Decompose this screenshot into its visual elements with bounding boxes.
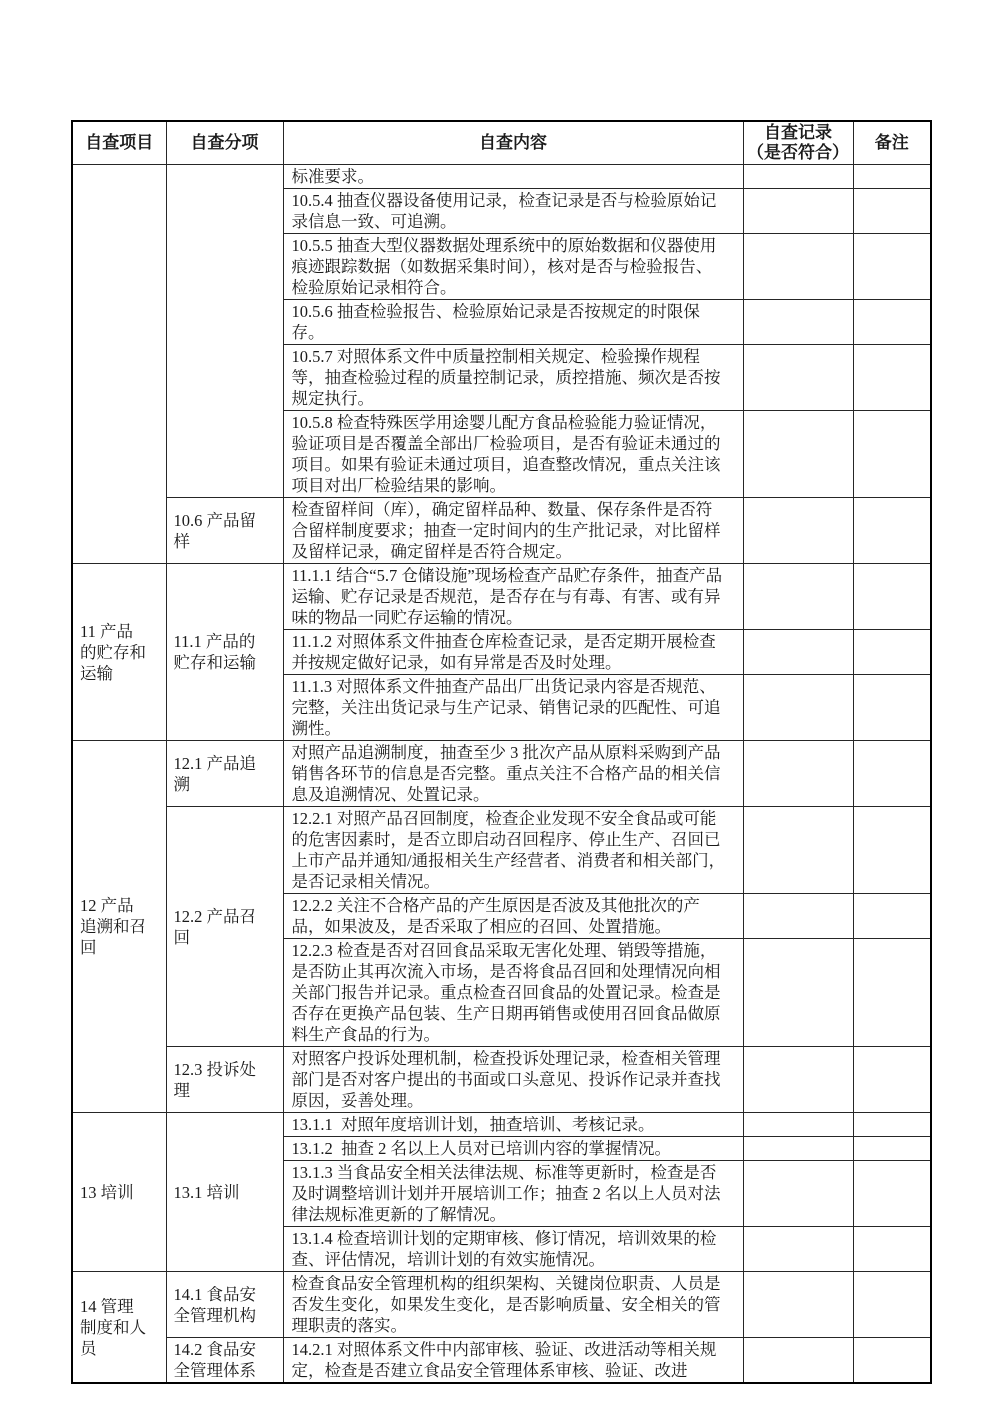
subitem-cell: 12.1 产品追溯 — [166, 741, 283, 807]
table-row — [72, 1338, 931, 1384]
remark-cell — [853, 939, 931, 1047]
item-cell: 13 培训 — [72, 1113, 166, 1272]
content-cell: 10.5.8 检查特殊医学用途婴儿配方食品检验能力验证情况，验证项目是否覆盖全部出厂检验项目，是否有验证未通过的项目。如果有验证未通过项目，追查整改情况，重点关注该项目对出厂检验结果的影响。 — [283, 411, 743, 498]
item-cell: 12 产品追溯和召回 — [72, 741, 166, 1113]
content-cell: 13.1.4 检查培训计划的定期审核、修订情况，培训效果的检查、评估情况，培训计划的有效实施情况。 — [283, 1227, 743, 1272]
content-cell: 12.2.3 检查是否对召回食品采取无害化处理、销毁等措施，是否防止其再次流入市场，是否将食品召回和处理情况向相关部门报告并记录。重点检查召回食品的处置记录。检查是否存在更换产品包装、生产日期再销售或使用召回食品做原料生产食品的行为。 — [283, 939, 743, 1047]
record-cell — [743, 411, 853, 498]
remark-cell — [853, 807, 931, 894]
table-row — [72, 564, 931, 630]
table-row — [72, 498, 931, 564]
record-cell — [743, 1113, 853, 1137]
subitem-cell: 12.3 投诉处理 — [166, 1047, 283, 1113]
remark-cell — [853, 675, 931, 741]
table-row — [72, 1272, 931, 1338]
header-record-line2: （是否符合） — [747, 143, 849, 162]
content-cell: 对照产品追溯制度，抽查至少 3 批次产品从原料采购到产品销售各环节的信息是否完整。重点关注不合格产品的相关信息及追溯情况、处置记录。 — [283, 741, 743, 807]
remark-cell — [853, 1113, 931, 1137]
header-remark: 备注 — [853, 121, 931, 165]
subitem-cell: 12.2 产品召回 — [166, 807, 283, 1047]
remark-cell — [853, 411, 931, 498]
remark-cell — [853, 189, 931, 234]
record-cell — [743, 1338, 853, 1384]
remark-cell — [853, 1272, 931, 1338]
content-cell: 10.5.5 抽查大型仪器数据处理系统中的原始数据和仪器使用痕迹跟踪数据（如数据采集时间），核对是否与检验报告、检验原始记录相符合。 — [283, 234, 743, 300]
remark-cell — [853, 1338, 931, 1384]
record-cell — [743, 1047, 853, 1113]
record-cell — [743, 1161, 853, 1227]
table-row — [72, 1047, 931, 1113]
self-inspection-table — [71, 120, 932, 1384]
content-cell: 检查留样间（库），确定留样品种、数量、保存条件是否符合留样制度要求；抽查一定时间内的生产批记录，对比留样及留样记录，确定留样是否符合规定。 — [283, 498, 743, 564]
record-cell — [743, 807, 853, 894]
content-cell: 11.1.1 结合“5.7 仓储设施”现场检查产品贮存条件，抽查产品运输、贮存记录是否规范，是否存在与有毒、有害、或有异味的物品一同贮存运输的情况。 — [283, 564, 743, 630]
remark-cell — [853, 345, 931, 411]
content-cell: 14.2.1 对照体系文件中内部审核、验证、改进活动等相关规定，检查是否建立食品安全管理体系审核、验证、改进 — [283, 1338, 743, 1384]
content-cell: 10.5.7 对照体系文件中质量控制相关规定、检验操作规程等，抽查检验过程的质量控制记录，质控措施、频次是否按规定执行。 — [283, 345, 743, 411]
record-cell — [743, 894, 853, 939]
header-record-line1: 自查记录 — [764, 123, 832, 142]
header-subitem: 自查分项 — [166, 121, 283, 165]
record-cell — [743, 300, 853, 345]
record-cell — [743, 345, 853, 411]
content-cell: 检查食品安全管理机构的组织架构、关键岗位职责、人员是否发生变化，如果发生变化，是否影响质量、安全相关的管理职责的落实。 — [283, 1272, 743, 1338]
subitem-cell: 14.1 食品安全管理机构 — [166, 1272, 283, 1338]
remark-cell — [853, 741, 931, 807]
remark-cell — [853, 165, 931, 189]
content-cell: 标准要求。 — [283, 165, 743, 189]
header-item: 自查项目 — [72, 121, 166, 165]
content-cell: 12.2.2 关注不合格产品的产生原因是否波及其他批次的产品，如果波及，是否采取了相应的召回、处置措施。 — [283, 894, 743, 939]
remark-cell — [853, 1137, 931, 1161]
item-cell — [72, 165, 166, 564]
record-cell — [743, 189, 853, 234]
record-cell — [743, 165, 853, 189]
subitem-cell: 10.6 产品留样 — [166, 498, 283, 564]
record-cell — [743, 630, 853, 675]
header-row — [72, 121, 931, 165]
content-cell: 13.1.2 抽查 2 名以上人员对已培训内容的掌握情况。 — [283, 1137, 743, 1161]
record-cell — [743, 1137, 853, 1161]
subitem-cell — [166, 165, 283, 498]
remark-cell — [853, 1161, 931, 1227]
remark-cell — [853, 1227, 931, 1272]
table-row — [72, 807, 931, 894]
table-row — [72, 165, 931, 189]
remark-cell — [853, 1047, 931, 1113]
header-content: 自查内容 — [283, 121, 743, 165]
remark-cell — [853, 300, 931, 345]
record-cell — [743, 498, 853, 564]
record-cell — [743, 234, 853, 300]
record-cell — [743, 1227, 853, 1272]
record-cell — [743, 939, 853, 1047]
content-cell: 对照客户投诉处理机制，检查投诉处理记录，检查相关管理部门是否对客户提出的书面或口头意见、投诉作记录并查找原因，妥善处理。 — [283, 1047, 743, 1113]
remark-cell — [853, 564, 931, 630]
content-cell: 11.1.3 对照体系文件抽查产品出厂出货记录内容是否规范、完整，关注出货记录与生产记录、销售记录的匹配性、可追溯性。 — [283, 675, 743, 741]
record-cell — [743, 741, 853, 807]
record-cell — [743, 675, 853, 741]
subitem-cell: 13.1 培训 — [166, 1113, 283, 1272]
item-cell: 11 产品的贮存和运输 — [72, 564, 166, 741]
remark-cell — [853, 498, 931, 564]
record-cell — [743, 564, 853, 630]
content-cell: 10.5.6 抽查检验报告、检验原始记录是否按规定的时限保存。 — [283, 300, 743, 345]
remark-cell — [853, 234, 931, 300]
item-cell: 14 管理制度和人员 — [72, 1272, 166, 1384]
remark-cell — [853, 894, 931, 939]
header-record — [743, 121, 853, 165]
content-cell: 12.2.1 对照产品召回制度，检查企业发现不安全食品或可能的危害因素时，是否立即启动召回程序、停止生产、召回已上市产品并通知/通报相关生产经营者、消费者和相关部门，是否记录相关情况。 — [283, 807, 743, 894]
subitem-cell: 11.1 产品的贮存和运输 — [166, 564, 283, 741]
table-row — [72, 1113, 931, 1137]
content-cell: 10.5.4 抽查仪器设备使用记录，检查记录是否与检验原始记录信息一致、可追溯。 — [283, 189, 743, 234]
subitem-cell: 14.2 食品安全管理体系 — [166, 1338, 283, 1384]
content-cell: 13.1.1 对照年度培训计划，抽查培训、考核记录。 — [283, 1113, 743, 1137]
content-cell: 11.1.2 对照体系文件抽查仓库检查记录，是否定期开展检查并按规定做好记录，如有异常是否及时处理。 — [283, 630, 743, 675]
table-row — [72, 741, 931, 807]
remark-cell — [853, 630, 931, 675]
record-cell — [743, 1272, 853, 1338]
table-body — [72, 165, 931, 1384]
content-cell: 13.1.3 当食品安全相关法律法规、标准等更新时，检查是否及时调整培训计划并开展培训工作；抽查 2 名以上人员对法律法规标准更新的了解情况。 — [283, 1161, 743, 1227]
